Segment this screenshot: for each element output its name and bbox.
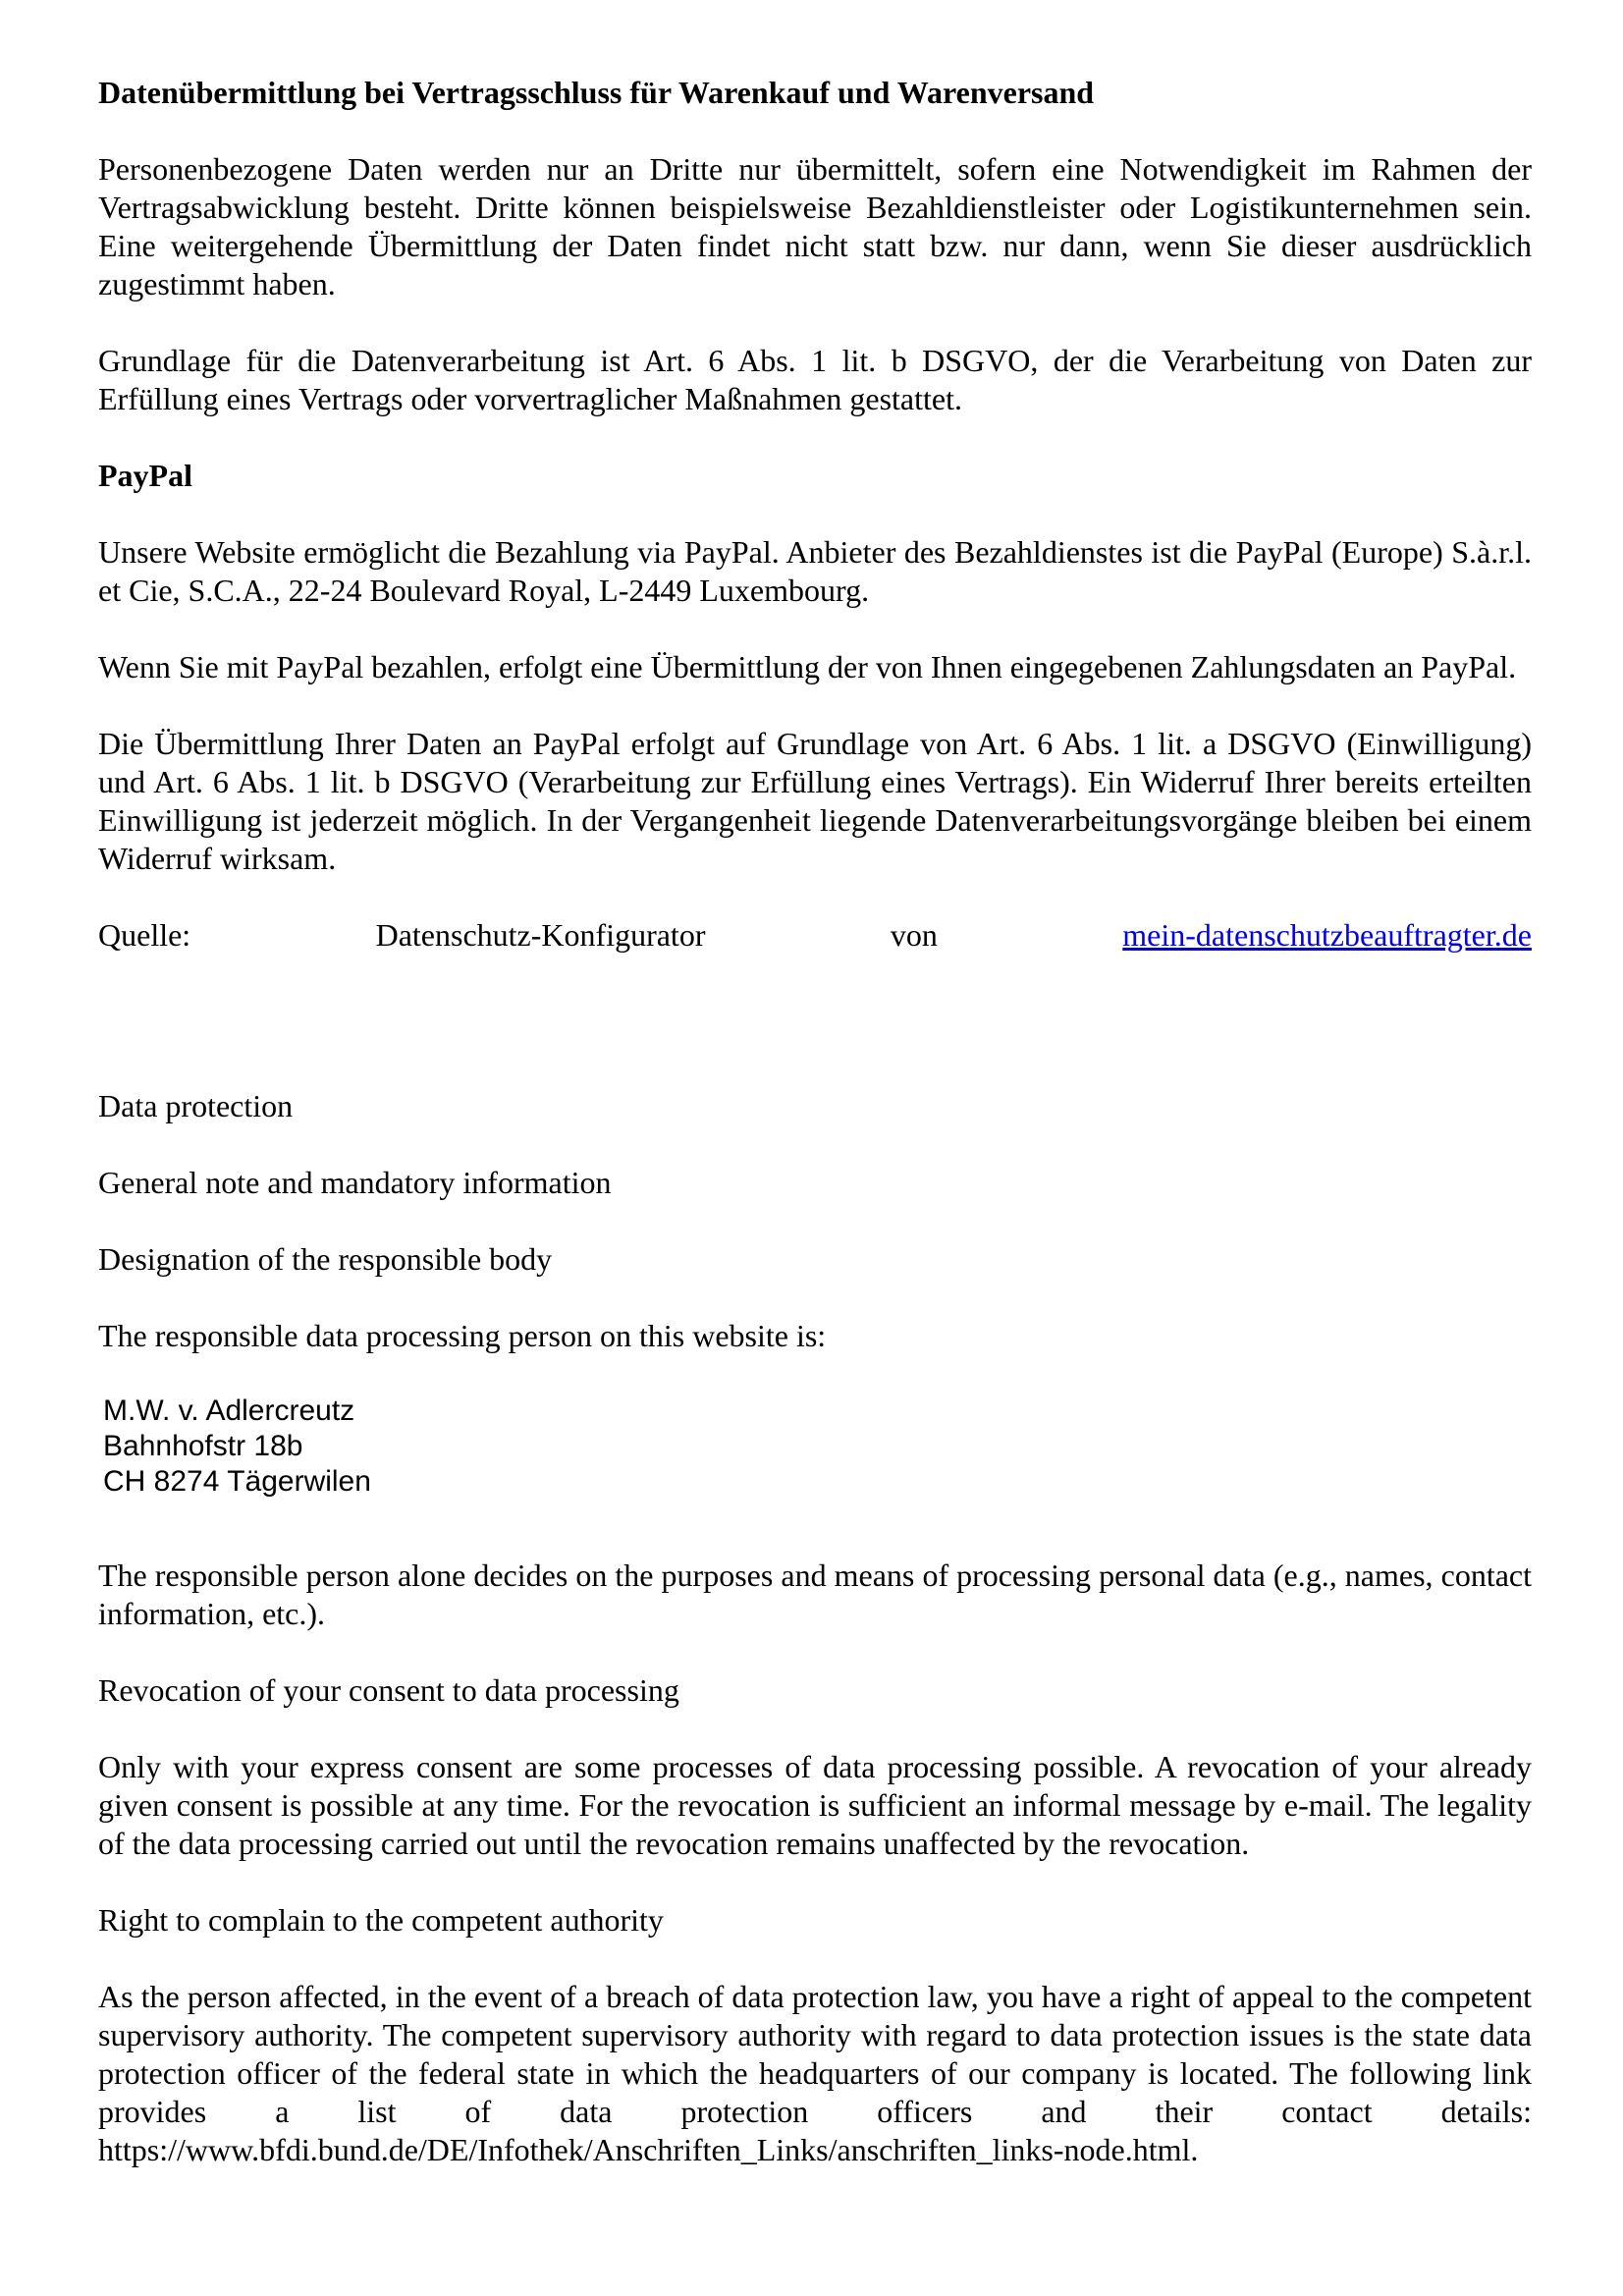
english-section (98, 1087, 1532, 2169)
paragraph-legal-basis: Grundlage für die Datenverarbeitung ist Art. 6 Abs. 1 lit. b DSGVO, der die Verarbeitung von Daten zur Erfüllung eines Vertrags oder vorvertraglicher Maßnahmen gestattet. (98, 343, 1532, 416)
heading-right-to-complain: Right to complain to the competent authority (98, 1902, 664, 1938)
heading-general-note: General note and mandatory information (98, 1165, 612, 1200)
source-tool-name: Datenschutz-Konfigurator (375, 917, 706, 953)
heading-data-protection: Data protection (98, 1088, 294, 1123)
paragraph-responsible-decides: The responsible person alone decides on the purposes and means of processing personal data (e.g., names, contact information, etc.). (98, 1558, 1532, 1631)
heading-datenuebermittlung: Datenübermittlung bei Vertragsschluss für Warenkauf und Warenversand (98, 75, 1095, 110)
heading-paypal: PayPal (98, 458, 192, 493)
paragraph-revocation: Only with your express consent are some processes of data processing possible. A revocation of your already given consent is possible at any time. For the revocation is sufficient an informal message by e-mail. The legality of the data processing carried out until the revocation remains unaffected by the revocation. (98, 1749, 1532, 1861)
paragraph-paypal-payment: Wenn Sie mit PayPal bezahlen, erfolgt eine Übermittlung der von Ihnen eingegebenen Zahlungsdaten an PayPal. (98, 649, 1517, 684)
source-label: Quelle: (98, 917, 191, 953)
source-attribution-line (98, 916, 1532, 955)
paragraph-right-to-complain: As the person affected, in the event of a breach of data protection law, you have a right of appeal to the competent supervisory authority. The competent supervisory authority with regard to data protection issues is the state data protection officer of the federal state in which the headquarters of our company is located. The following link provides a list of data protection officers and their contact details: https://www.bfdi.bund.de/DE/Infothek/Anschriften_Links/anschriften_links-node.html. (98, 1979, 1532, 2167)
heading-designation-responsible-body: Designation of the responsible body (98, 1241, 553, 1277)
paragraph-paypal-provider: Unsere Website ermöglicht die Bezahlung via PayPal. Anbieter des Bezahldienstes ist die PayPal (Europe) S.à.r.l. et Cie, S.C.A., 22-24 Boulevard Royal, L-2449 Luxembourg. (98, 534, 1532, 608)
responsible-address-block (98, 1394, 1532, 1500)
paragraph-data-transfer: Personenbezogene Daten werden nur an Dritte nur übermittelt, sofern eine Notwendigkeit im Rahmen der Vertragsabwicklung besteht. Dritte können beispielsweise Bezahldienstleister oder Logistikunternehmen sein. Eine weitergehende Übermittlung der Daten findet nicht statt bzw. nur dann, wenn Sie dieser ausdrücklich zugestimmt haben. (98, 151, 1532, 301)
intro-responsible-person: The responsible data processing person on this website is: (98, 1318, 827, 1353)
source-link[interactable]: mein-datenschutzbeauftragter.de (1122, 917, 1532, 953)
address-name-line: M.W. v. Adlercreutz (103, 1394, 355, 1427)
address-street-line: Bahnhofstr 18b (103, 1430, 303, 1462)
source-connector: von (890, 917, 938, 953)
address-city-line: CH 8274 Tägerwilen (103, 1465, 371, 1498)
heading-revocation-consent: Revocation of your consent to data processing (98, 1672, 679, 1708)
paragraph-paypal-basis: Die Übermittlung Ihrer Daten an PayPal erfolgt auf Grundlage von Art. 6 Abs. 1 lit. a DSGVO (Einwilligung) und Art. 6 Abs. 1 lit. b DSGVO (Verarbeitung zur Erfüllung eines Vertrags). Ein Widerruf Ihrer bereits erteilten Einwilligung ist jederzeit möglich. In der Vergangenheit liegende Datenverarbeitungsvorgänge bleiben bei einem Widerruf wirksam. (98, 726, 1532, 876)
